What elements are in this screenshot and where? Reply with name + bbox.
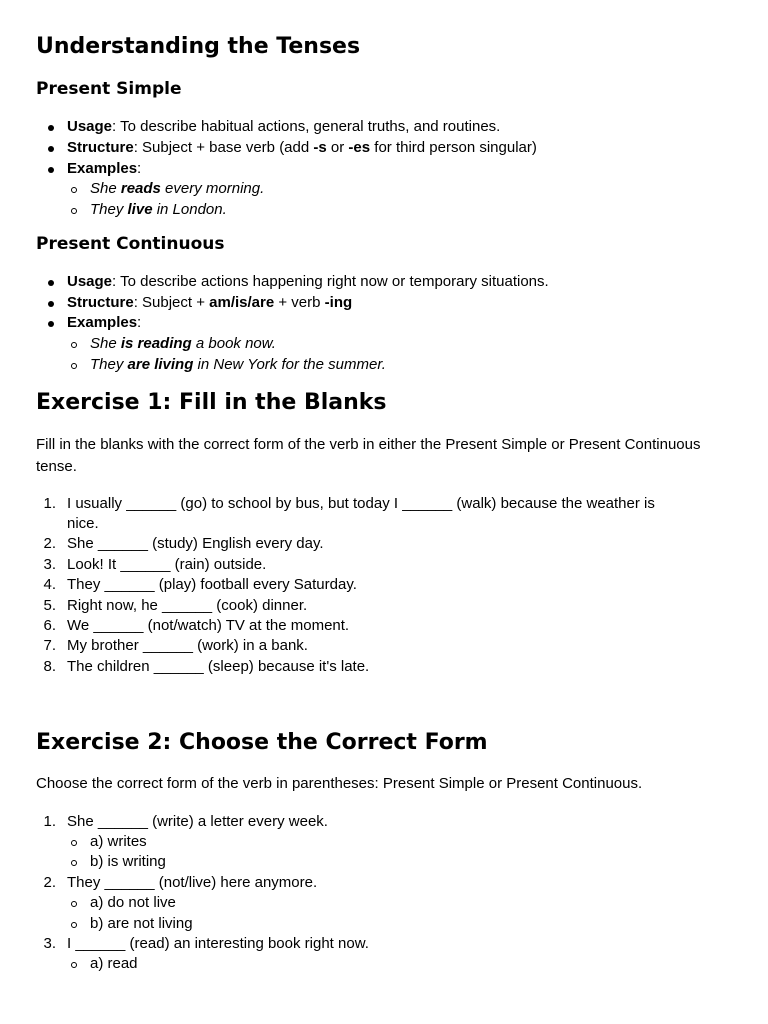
bullet-icon: [48, 167, 54, 173]
present-simple-structure: Structure: Subject + base verb (add -s or -es for third person singular): [36, 138, 537, 158]
bullet-icon: [48, 125, 54, 131]
list-item: 2. She ______ (study) English every day.: [43, 535, 324, 552]
sub-bullet-icon: [71, 342, 77, 348]
present-simple-example-1: She reads every morning.: [36, 179, 264, 199]
sub-bullet-icon: [71, 187, 77, 193]
page-title: Understanding the Tenses: [36, 34, 361, 59]
bullet-icon: [48, 146, 54, 152]
bullet-icon: [48, 321, 54, 327]
present-continuous-example-1: She is reading a book now.: [36, 334, 276, 354]
present-continuous-heading: Present Continuous: [36, 234, 225, 254]
list-item: 6. We ______ (not/watch) TV at the moment.: [43, 617, 350, 634]
list-item: 1. She ______ (write) a letter every week.: [43, 813, 328, 830]
option-item: b) is writing: [36, 852, 166, 872]
list-item-continuation: nice.: [67, 515, 99, 532]
present-continuous-usage: Usage: To describe actions happening right now or temporary situations.: [36, 272, 549, 292]
bullet-icon: [48, 280, 54, 286]
option-item: a) read: [36, 954, 138, 974]
list-item: 8. The children ______ (sleep) because it's late.: [43, 658, 370, 675]
bullet-icon: [48, 301, 54, 307]
sub-bullet-icon: [71, 962, 77, 968]
sub-bullet-icon: [71, 901, 77, 907]
list-item: 3. I ______ (read) an interesting book right now.: [43, 935, 369, 952]
exercise-2-instructions: Choose the correct form of the verb in parentheses: Present Simple or Present Continuous.: [36, 775, 643, 792]
sub-bullet-icon: [71, 840, 77, 846]
list-item: 7. My brother ______ (work) in a bank.: [43, 637, 308, 654]
sub-bullet-icon: [71, 208, 77, 214]
present-simple-examples: Examples:: [36, 159, 141, 179]
list-item: 2. They ______ (not/live) here anymore.: [43, 874, 318, 891]
option-item: a) writes: [36, 832, 147, 852]
option-item: a) do not live: [36, 893, 176, 913]
list-item: 1. I usually ______ (go) to school by bus, but today I ______ (walk) because the weather is: [43, 495, 655, 512]
sub-bullet-icon: [71, 363, 77, 369]
exercise-1-instructions: Fill in the blanks with the correct form of the verb in either the Present Simple or Present Continuous tense.: [36, 436, 701, 475]
present-simple-example-2: They live in London.: [36, 200, 227, 220]
sub-bullet-icon: [71, 922, 77, 928]
option-item: b) are not living: [36, 914, 193, 934]
list-item: 4. They ______ (play) football every Saturday.: [43, 576, 357, 593]
exercise-2-heading: Exercise 2: Choose the Correct Form: [36, 730, 488, 755]
list-item: 3. Look! It ______ (rain) outside.: [43, 556, 267, 573]
present-continuous-structure: Structure: Subject + am/is/are + verb -ing: [36, 293, 352, 313]
present-simple-heading: Present Simple: [36, 79, 182, 99]
present-continuous-example-2: They are living in New York for the summer.: [36, 355, 386, 375]
exercise-1-heading: Exercise 1: Fill in the Blanks: [36, 390, 387, 415]
present-simple-usage: Usage: To describe habitual actions, general truths, and routines.: [36, 117, 500, 137]
list-item: 5. Right now, he ______ (cook) dinner.: [43, 597, 308, 614]
sub-bullet-icon: [71, 860, 77, 866]
present-continuous-examples: Examples:: [36, 313, 141, 333]
